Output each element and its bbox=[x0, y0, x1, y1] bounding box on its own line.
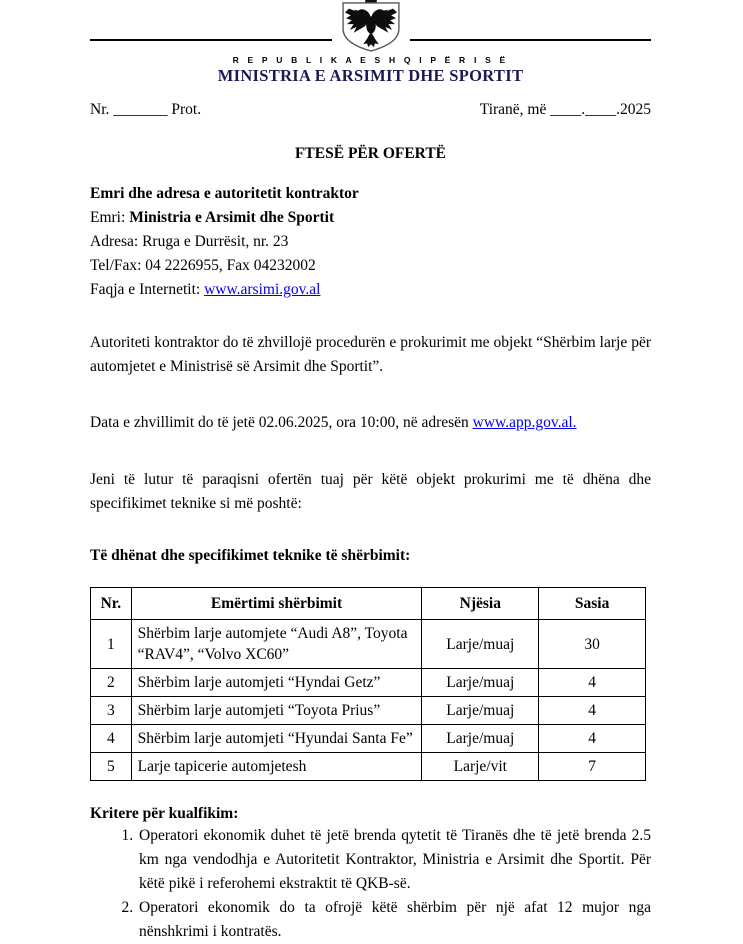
row-qty: 7 bbox=[539, 753, 646, 781]
row-qty: 4 bbox=[539, 669, 646, 697]
criteria-item: 2. Operatori ekonomik do ta ofrojë këtë shërbim për një afat 12 mujor nga nënshkrimi i kontratës. bbox=[137, 896, 651, 944]
document-title: FTESË PËR OFERTË bbox=[294, 145, 447, 162]
row-unit: Larje/vit bbox=[422, 753, 539, 781]
coat-of-arms-icon bbox=[337, 0, 405, 52]
table-header-name: Emërtimi shërbimit bbox=[131, 588, 422, 620]
procedure-date-text: Data e zhvillimit do të jetë 02.06.2025, ora 10:00, në adresën bbox=[90, 414, 469, 431]
name-value: Ministria e Arsimit dhe Sportit bbox=[129, 209, 335, 226]
row-service: Larje tapicerie automjetesh bbox=[131, 753, 422, 781]
row-unit: Larje/muaj bbox=[422, 725, 539, 753]
row-unit: Larje/muaj bbox=[422, 620, 539, 669]
protocol-row bbox=[90, 101, 651, 119]
row-service: Shërbim larje automjeti “Hyndai Getz” bbox=[131, 669, 422, 697]
contact-section bbox=[90, 182, 651, 302]
row-service: Shërbim larje automjeti “Toyota Prius” bbox=[131, 697, 422, 725]
specs-section-heading: Të dhënat dhe specifikimet teknike të shërbimit: bbox=[90, 547, 411, 564]
website-label: Faqja e Internetit: bbox=[90, 281, 201, 298]
emblem-row bbox=[90, 0, 651, 52]
table-row bbox=[91, 697, 646, 725]
procurement-object-paragraph: Autoriteti kontraktor do të zhvillojë procedurën e prokurimit me objekt “Shërbim larje për automjetet e Ministrisë së Arsimit dhe Sportit”. bbox=[90, 334, 651, 375]
row-service: Shërbim larje automjeti “Hyundai Santa Fe” bbox=[131, 725, 422, 753]
website-link[interactable]: www.arsimi.gov.al bbox=[204, 281, 321, 298]
row-unit: Larje/muaj bbox=[422, 697, 539, 725]
contact-heading: Emri dhe adresa e autoritetit kontraktor bbox=[90, 185, 359, 202]
ministry-title: MINISTRIA E ARSIMIT DHE SPORTIT bbox=[217, 66, 524, 85]
row-qty: 30 bbox=[539, 620, 646, 669]
row-nr: 5 bbox=[91, 753, 132, 781]
row-qty: 4 bbox=[539, 697, 646, 725]
table-row bbox=[91, 669, 646, 697]
table-row bbox=[91, 620, 646, 669]
address-line: Adresa: Rruga e Durrësit, nr. 23 bbox=[90, 233, 289, 250]
table-row bbox=[91, 753, 646, 781]
table-header-nr: Nr. bbox=[91, 588, 132, 620]
website-line bbox=[90, 278, 651, 302]
contact-name-line bbox=[90, 206, 651, 230]
letterhead bbox=[0, 0, 743, 86]
name-label: Emri: bbox=[90, 209, 126, 226]
table-header-qty: Sasia bbox=[539, 588, 646, 620]
row-qty: 4 bbox=[539, 725, 646, 753]
header-rule-right bbox=[410, 39, 652, 41]
header-rule-left bbox=[90, 39, 332, 41]
republic-title: R E P U B L I K A E S H Q I P Ë R I S Ë bbox=[232, 55, 509, 65]
row-unit: Larje/muaj bbox=[422, 669, 539, 697]
protocol-number-line: Nr. _______ Prot. bbox=[90, 101, 202, 118]
row-nr: 3 bbox=[91, 697, 132, 725]
criteria-list bbox=[90, 824, 651, 944]
criteria-heading: Kritere për kualfikim: bbox=[90, 805, 239, 822]
row-service: Shërbim larje automjete “Audi A8”, Toyota “RAV4”, “Volvo XC60” bbox=[131, 620, 422, 669]
procedure-date-paragraph bbox=[90, 411, 651, 435]
row-nr: 2 bbox=[91, 669, 132, 697]
row-nr: 1 bbox=[91, 620, 132, 669]
app-portal-link[interactable]: www.app.gov.al. bbox=[472, 414, 577, 431]
criteria-item: 1. Operatori ekonomik duhet të jetë brenda qytetit të Tiranës dhe të jetë brenda 2.5 km nga vendodhja e Autoritetit Kontraktor, Ministria e Arsimit dhe Sportit. Për këtë pikë i referohemi ekstraktit të QKB-së. bbox=[137, 824, 651, 896]
table-header-unit: Njësia bbox=[422, 588, 539, 620]
table-header-row bbox=[91, 588, 646, 620]
invitation-paragraph: Jeni të lutur të paraqisni ofertën tuaj për këtë objekt prokurimi me të dhëna dhe specifikimet teknike si më poshtë: bbox=[90, 471, 651, 512]
table-row bbox=[91, 725, 646, 753]
specs-table bbox=[90, 587, 646, 781]
date-line: Tiranë, më ____.____.2025 bbox=[479, 101, 651, 118]
telfax-line: Tel/Fax: 04 2226955, Fax 04232002 bbox=[90, 257, 316, 274]
row-nr: 4 bbox=[91, 725, 132, 753]
